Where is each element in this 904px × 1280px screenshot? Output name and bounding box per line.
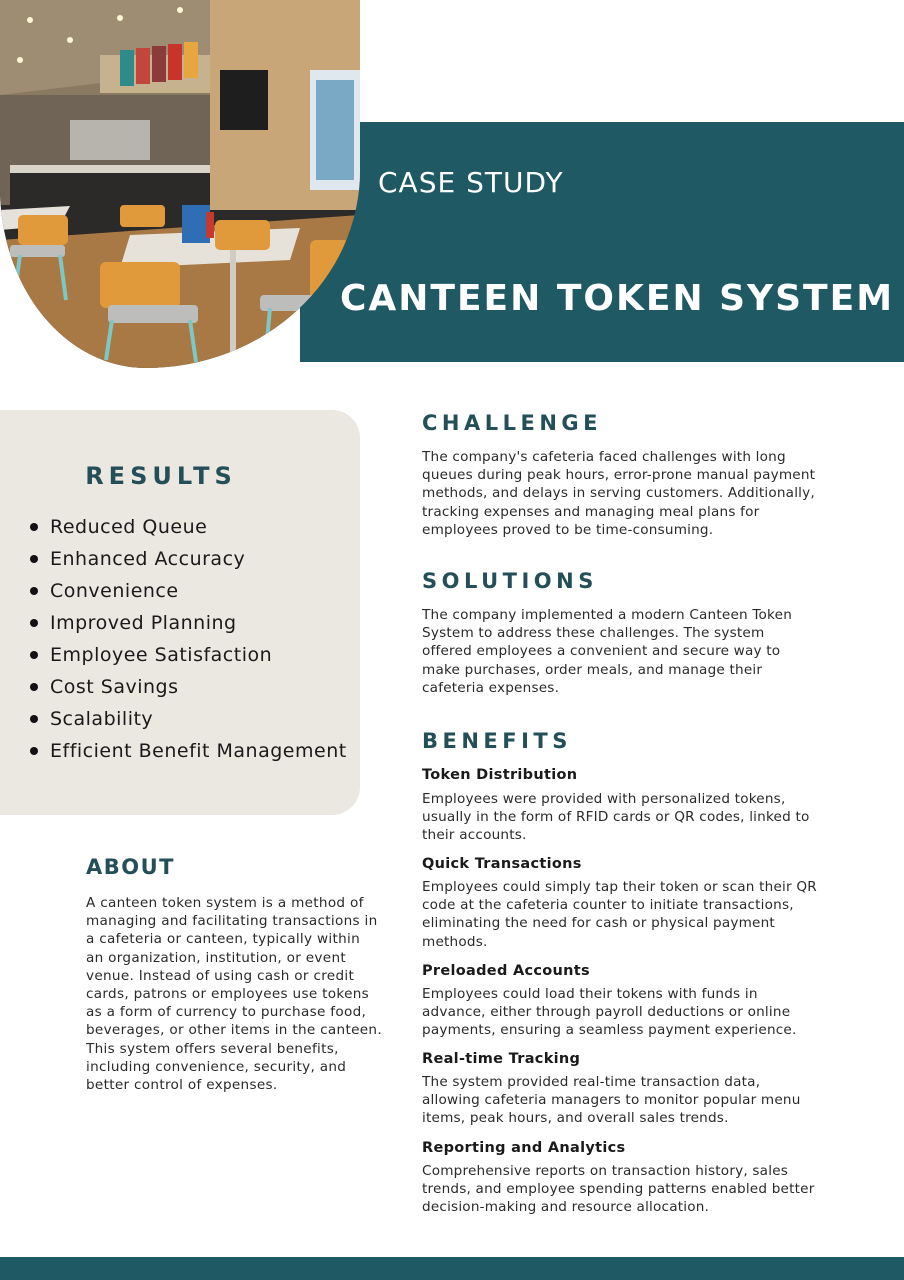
- about-text: A canteen token system is a method of managing and facilitating transactions in a cafeteria or canteen, typically within an organization, institution, or event venue. Instead of using cash or credit cards, patrons or employees use tokens as a form of currency to purchase food, beverages, or other items in the canteen. This system offers several benefits, including convenience, security, and better control of expenses.: [86, 895, 382, 1094]
- benefit-text: Comprehensive reports on transaction history, sales trends, and employee spending patterns enabled better decision-making and resource allocation.: [422, 1163, 815, 1216]
- benefit-text: Employees could simply tap their token or scan their QR code at the cafeteria counter to initiate transactions, eliminating the need for cash or physical payment methods.: [422, 879, 817, 950]
- result-label: Enhanced Accuracy: [50, 548, 246, 570]
- list-item: [28, 704, 347, 736]
- benefit-heading: Reporting and Analytics: [422, 1140, 626, 1156]
- challenge-heading: CHALLENGE: [422, 411, 603, 435]
- benefits-heading: BENEFITS: [422, 729, 572, 753]
- result-label: Convenience: [50, 580, 179, 602]
- list-item: [28, 640, 347, 672]
- result-label: Cost Savings: [50, 676, 179, 698]
- bullet-icon: [30, 587, 38, 595]
- list-item: [28, 576, 347, 608]
- bullet-icon: [30, 523, 38, 531]
- header-band: [300, 122, 904, 362]
- solutions-text: The company implemented a modern Canteen Token System to address these challenges. The system offered employees a convenient and secure way to make purchases, order meals, and manage their cafeteria expenses.: [422, 607, 793, 696]
- benefit-heading: Real-time Tracking: [422, 1051, 581, 1067]
- list-item: [28, 672, 347, 704]
- result-label: Reduced Queue: [50, 516, 208, 538]
- result-label: Efficient Benefit Management: [50, 740, 347, 762]
- list-item: [28, 544, 347, 576]
- solutions-heading: SOLUTIONS: [422, 569, 598, 593]
- benefit-text: Employees were provided with personalized tokens, usually in the form of RFID cards or QR codes, linked to their accounts.: [422, 791, 810, 844]
- bullet-icon: [30, 651, 38, 659]
- results-list: [28, 512, 347, 768]
- benefit-heading: Preloaded Accounts: [422, 963, 590, 979]
- bullet-icon: [30, 715, 38, 723]
- results-heading: RESULTS: [85, 462, 237, 490]
- challenge-text: The company's cafeteria faced challenges with long queues during peak hours, error-prone manual payment methods, and delays in serving customers. Additionally, tracking expenses and managing meal plans for employees proved to be time-consuming.: [422, 449, 816, 538]
- benefit-text: The system provided real-time transaction data, allowing cafeteria managers to monitor popular menu items, peak hours, and overall sales trends.: [422, 1074, 801, 1127]
- bullet-icon: [30, 747, 38, 755]
- bullet-icon: [30, 683, 38, 691]
- benefit-text: Employees could load their tokens with funds in advance, either through payroll deductions or online payments, ensuring a seamless payment experience.: [422, 986, 797, 1039]
- result-label: Scalability: [50, 708, 154, 730]
- list-item: [28, 736, 347, 768]
- bullet-icon: [30, 555, 38, 563]
- page-title: CANTEEN TOKEN SYSTEM: [340, 278, 895, 319]
- benefit-heading: Quick Transactions: [422, 856, 582, 872]
- list-item: [28, 512, 347, 544]
- bullet-icon: [30, 619, 38, 627]
- footer-bar: [0, 1257, 904, 1280]
- result-label: Employee Satisfaction: [50, 644, 273, 666]
- benefit-heading: Token Distribution: [422, 767, 578, 783]
- case-study-label: CASE STUDY: [378, 166, 564, 199]
- list-item: [28, 608, 347, 640]
- about-heading: ABOUT: [86, 855, 175, 879]
- result-label: Improved Planning: [50, 612, 237, 634]
